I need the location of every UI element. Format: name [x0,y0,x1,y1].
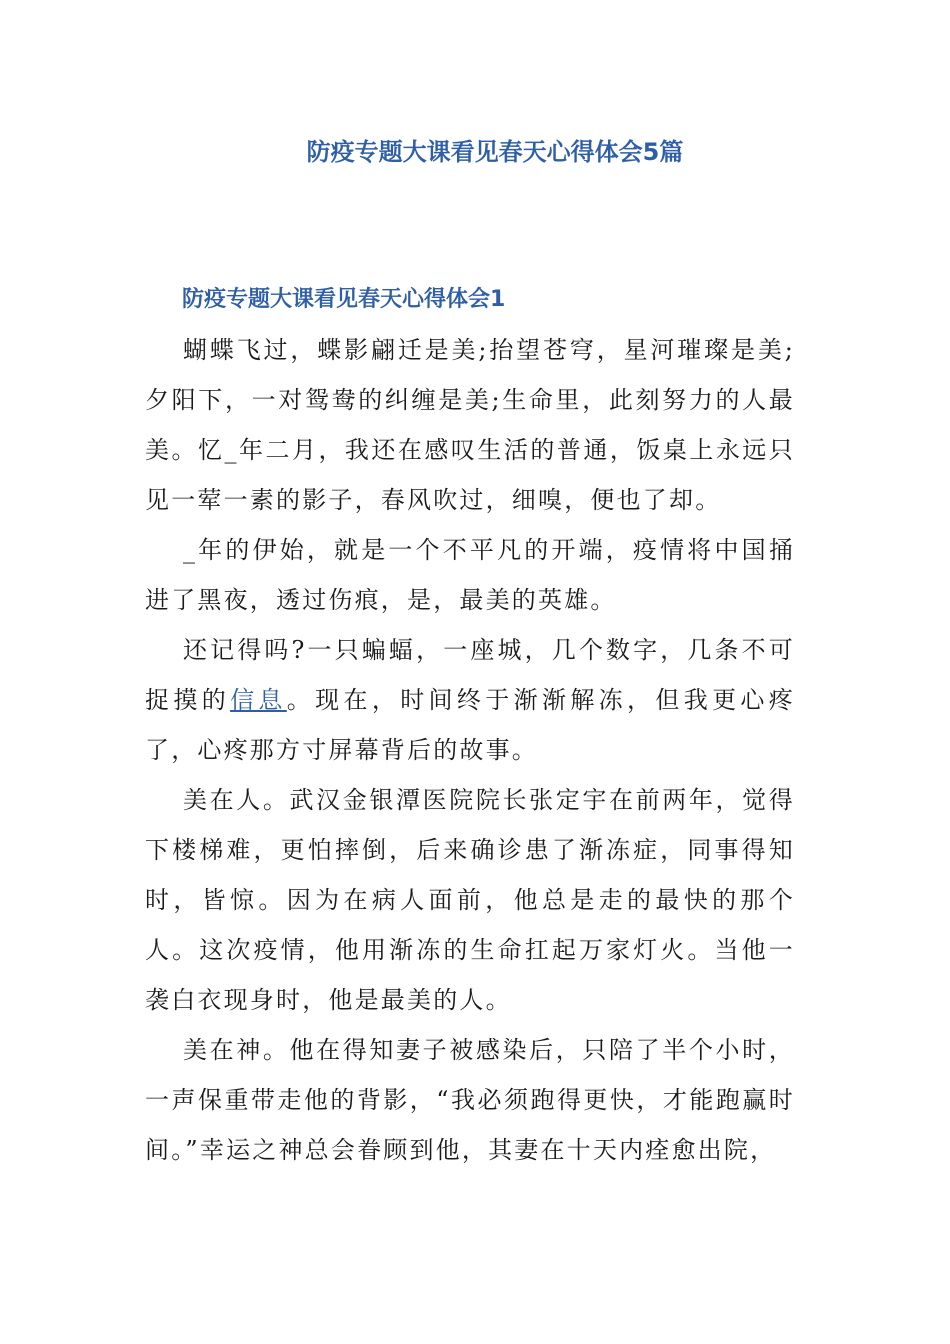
paragraph-3-text-before: 还记得吗?一只蝙蝠，一座城，几个数字，几条不可捉摸的 [145,636,795,714]
article-body [145,325,795,1175]
paragraph-3 [145,625,795,775]
info-link[interactable]: 信息 [230,686,287,714]
section-heading: 防疫专题大课看见春天心得体会1 [182,287,506,312]
paragraph-1: 蝴蝶飞过，蝶影翩迁是美;抬望苍穹，星河璀璨是美;夕阳下，一对鸳鸯的纠缠是美;生命里，此刻努力的人最美。忆_年二月，我还在感叹生活的普通，饭桌上永远只见一荤一素的影子，春风吹过，细嗅，便也了却。 [145,336,795,514]
paragraph-2: _年的伊始，就是一个不平凡的开端，疫情将中国捅进了黑夜，透过伤痕，是，最美的英雄。 [145,536,795,614]
paragraph-4: 美在人。武汉金银潭医院院长张定宇在前两年，觉得下楼梯难，更怕摔倒，后来确诊患了渐冻症，同事得知时，皆惊。因为在病人面前，他总是走的最快的那个人。这次疫情，他用渐冻的生命扛起万家灯火。当他一袭白衣现身时，他是最美的人。 [145,786,795,1014]
paragraph-5: 美在神。他在得知妻子被感染后，只陪了半个小时，一声保重带走他的背影，“我必须跑得更快，才能跑赢时间。”幸运之神总会眷顾到他，其妻在十天内痊愈出院， [145,1036,795,1164]
paragraph-3-text-after: 。现在，时间终于渐渐解冻，但我更心疼了，心疼那方寸屏幕背后的故事。 [145,686,795,764]
document-title: 防疫专题大课看见春天心得体会5篇 [306,138,684,166]
